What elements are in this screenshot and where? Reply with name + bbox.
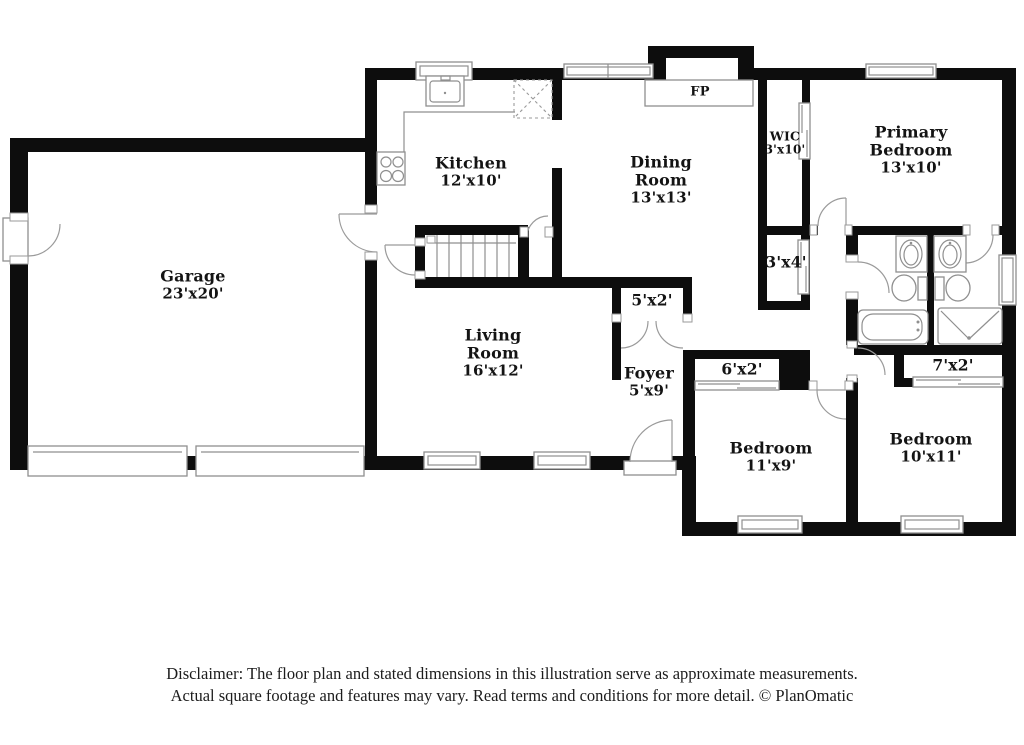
- room-dims: 5'x2': [631, 290, 673, 310]
- room-dims: 7'x2': [932, 355, 974, 375]
- living-room-window-right: [534, 452, 590, 469]
- fireplace-label: FP: [690, 84, 710, 100]
- garage-door-right: [196, 446, 364, 476]
- room-label-fireplace: [690, 86, 709, 101]
- front-door: [624, 420, 676, 475]
- disclaimer: [0, 663, 1024, 707]
- living-room-window-left: [424, 452, 480, 469]
- dining-window: [564, 64, 653, 78]
- room-label-primary-bedroom: [865, 124, 957, 177]
- pantry: [514, 80, 552, 118]
- toilet-left: [892, 275, 927, 301]
- room-name: Foyer: [623, 363, 675, 383]
- closet-7x2-sliding-door: [913, 377, 1003, 387]
- shower: [938, 308, 1002, 344]
- stairs: [427, 235, 516, 277]
- room-label-wic: [765, 129, 806, 156]
- bathroom-window: [999, 255, 1016, 305]
- room-label-foyer: [624, 365, 674, 400]
- room-dims: 3'x4': [765, 252, 807, 272]
- bedroom-1-window: [738, 516, 802, 533]
- bathroom-vanity-sink-left: [896, 236, 927, 272]
- kitchen-counter: [404, 112, 515, 152]
- room-label-dining-room: [620, 154, 702, 207]
- stairs-door: [385, 245, 415, 275]
- room-name: Kitchen: [435, 153, 507, 173]
- garage-door-left: [28, 446, 187, 476]
- room-label-bedroom-1: [730, 440, 813, 475]
- room-label-bedroom-2: [890, 431, 973, 466]
- room-label-living-room: [452, 327, 534, 380]
- room-label-closet-6x2: [721, 360, 762, 377]
- room-dims: 13'x10': [880, 158, 942, 177]
- room-dims: 16'x12': [462, 361, 524, 380]
- room-name: Dining Room: [630, 152, 692, 190]
- garage-to-house-door: [339, 214, 377, 252]
- disclaimer-line-1: Disclaimer: The floor plan and stated dimensions in this illustration serve as approximate measurements.: [166, 664, 858, 683]
- bathroom-vanity-sink-right: [934, 236, 966, 272]
- kitchen-sink: [426, 76, 464, 106]
- room-name: Garage: [160, 266, 226, 286]
- primary-bedroom-door: [818, 198, 846, 226]
- room-dims: 10'x11': [900, 447, 962, 466]
- room-dims: 5'x9': [628, 381, 669, 400]
- room-label-closet-7x2: [932, 356, 973, 373]
- room-label-kitchen: [435, 155, 507, 190]
- room-name: WIC: [769, 128, 801, 144]
- room-label-closet-5x2: [631, 291, 672, 308]
- garage-side-door: [3, 218, 60, 261]
- room-dims: 12'x10': [440, 171, 502, 190]
- room-dims: 13'x13': [630, 188, 692, 207]
- closet-6x2-sliding-door: [695, 381, 779, 390]
- room-label-closet-3x4: [765, 253, 806, 270]
- stove: [377, 152, 405, 185]
- room-label-garage: [160, 268, 225, 303]
- room-name: Living Room: [464, 325, 522, 363]
- hall-bathroom-door: [858, 262, 889, 293]
- bedroom-1-door: [817, 390, 846, 419]
- room-name: Bedroom: [889, 429, 973, 449]
- room-dims: 3'x10': [764, 142, 806, 157]
- disclaimer-line-2: Actual square footage and features may vary. Read terms and conditions for more detail. © PlanOmatic: [170, 686, 854, 705]
- room-dims: 6'x2': [721, 359, 763, 379]
- bathtub: [858, 310, 928, 344]
- primary-bedroom-window: [866, 64, 936, 78]
- room-dims: 23'x20': [162, 284, 224, 303]
- hall-closet-double-doors: [621, 321, 683, 348]
- room-dims: 11'x9': [745, 456, 797, 475]
- room-name: Bedroom: [729, 438, 813, 458]
- room-name: Primary Bedroom: [869, 122, 953, 160]
- bedroom-2-window: [901, 516, 963, 533]
- ensuite-bathroom-door: [965, 235, 993, 263]
- toilet-right: [935, 275, 970, 301]
